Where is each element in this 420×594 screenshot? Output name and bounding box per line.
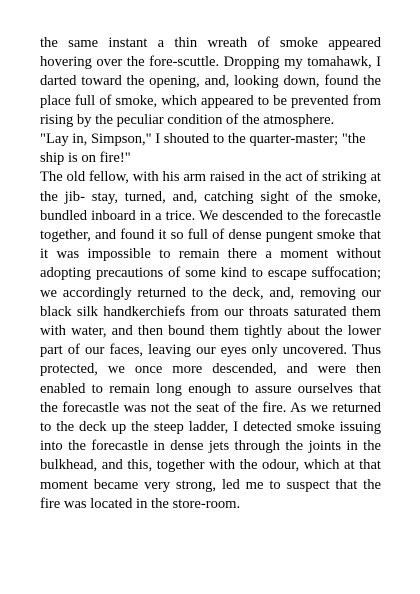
paragraph-dialogue-ship-on-fire: "Lay in, Simpson," I shouted to the quarter-master; "the ship is on fire!" [40,131,366,167]
document-page [40,34,381,514]
paragraph-forecastle-descent: The old fellow, with his arm raised in the act of striking at the jib- stay, turned, and, catching sight of the smoke, bundled inboard in a trice. We descended to the forecastle together, and found it so full of dense pungent smoke that it was impossible to remain there a moment without adopting precautions of some kind to escape suffocation; we accordingly returned to the deck, and, removing our black silk handkerchiefs from our throats saturated them with water, and then bound them tightly about the lower part of our faces, leaving our eyes only uncovered. Thus protected, we once more descended, and were then enabled to remain long enough to assure ourselves that the forecastle was not the seat of the fire. As we returned to the deck up the steep ladder, I detected smoke issuing into the forecastle in dense jets through the joints in the bulkhead, and this, together with the odour, which at that moment became very strong, led me to suspect that the fire was located in the store-room. [40,169,381,512]
paragraph-smoke-appeared: the same instant a thin wreath of smoke appeared hovering over the fore-scuttle. Dropping my tomahawk, I darted toward the opening, and, looking down, found the place full of smoke, which appeared to be prevented from rising by the peculiar condition of the atmosphere. [40,35,381,128]
